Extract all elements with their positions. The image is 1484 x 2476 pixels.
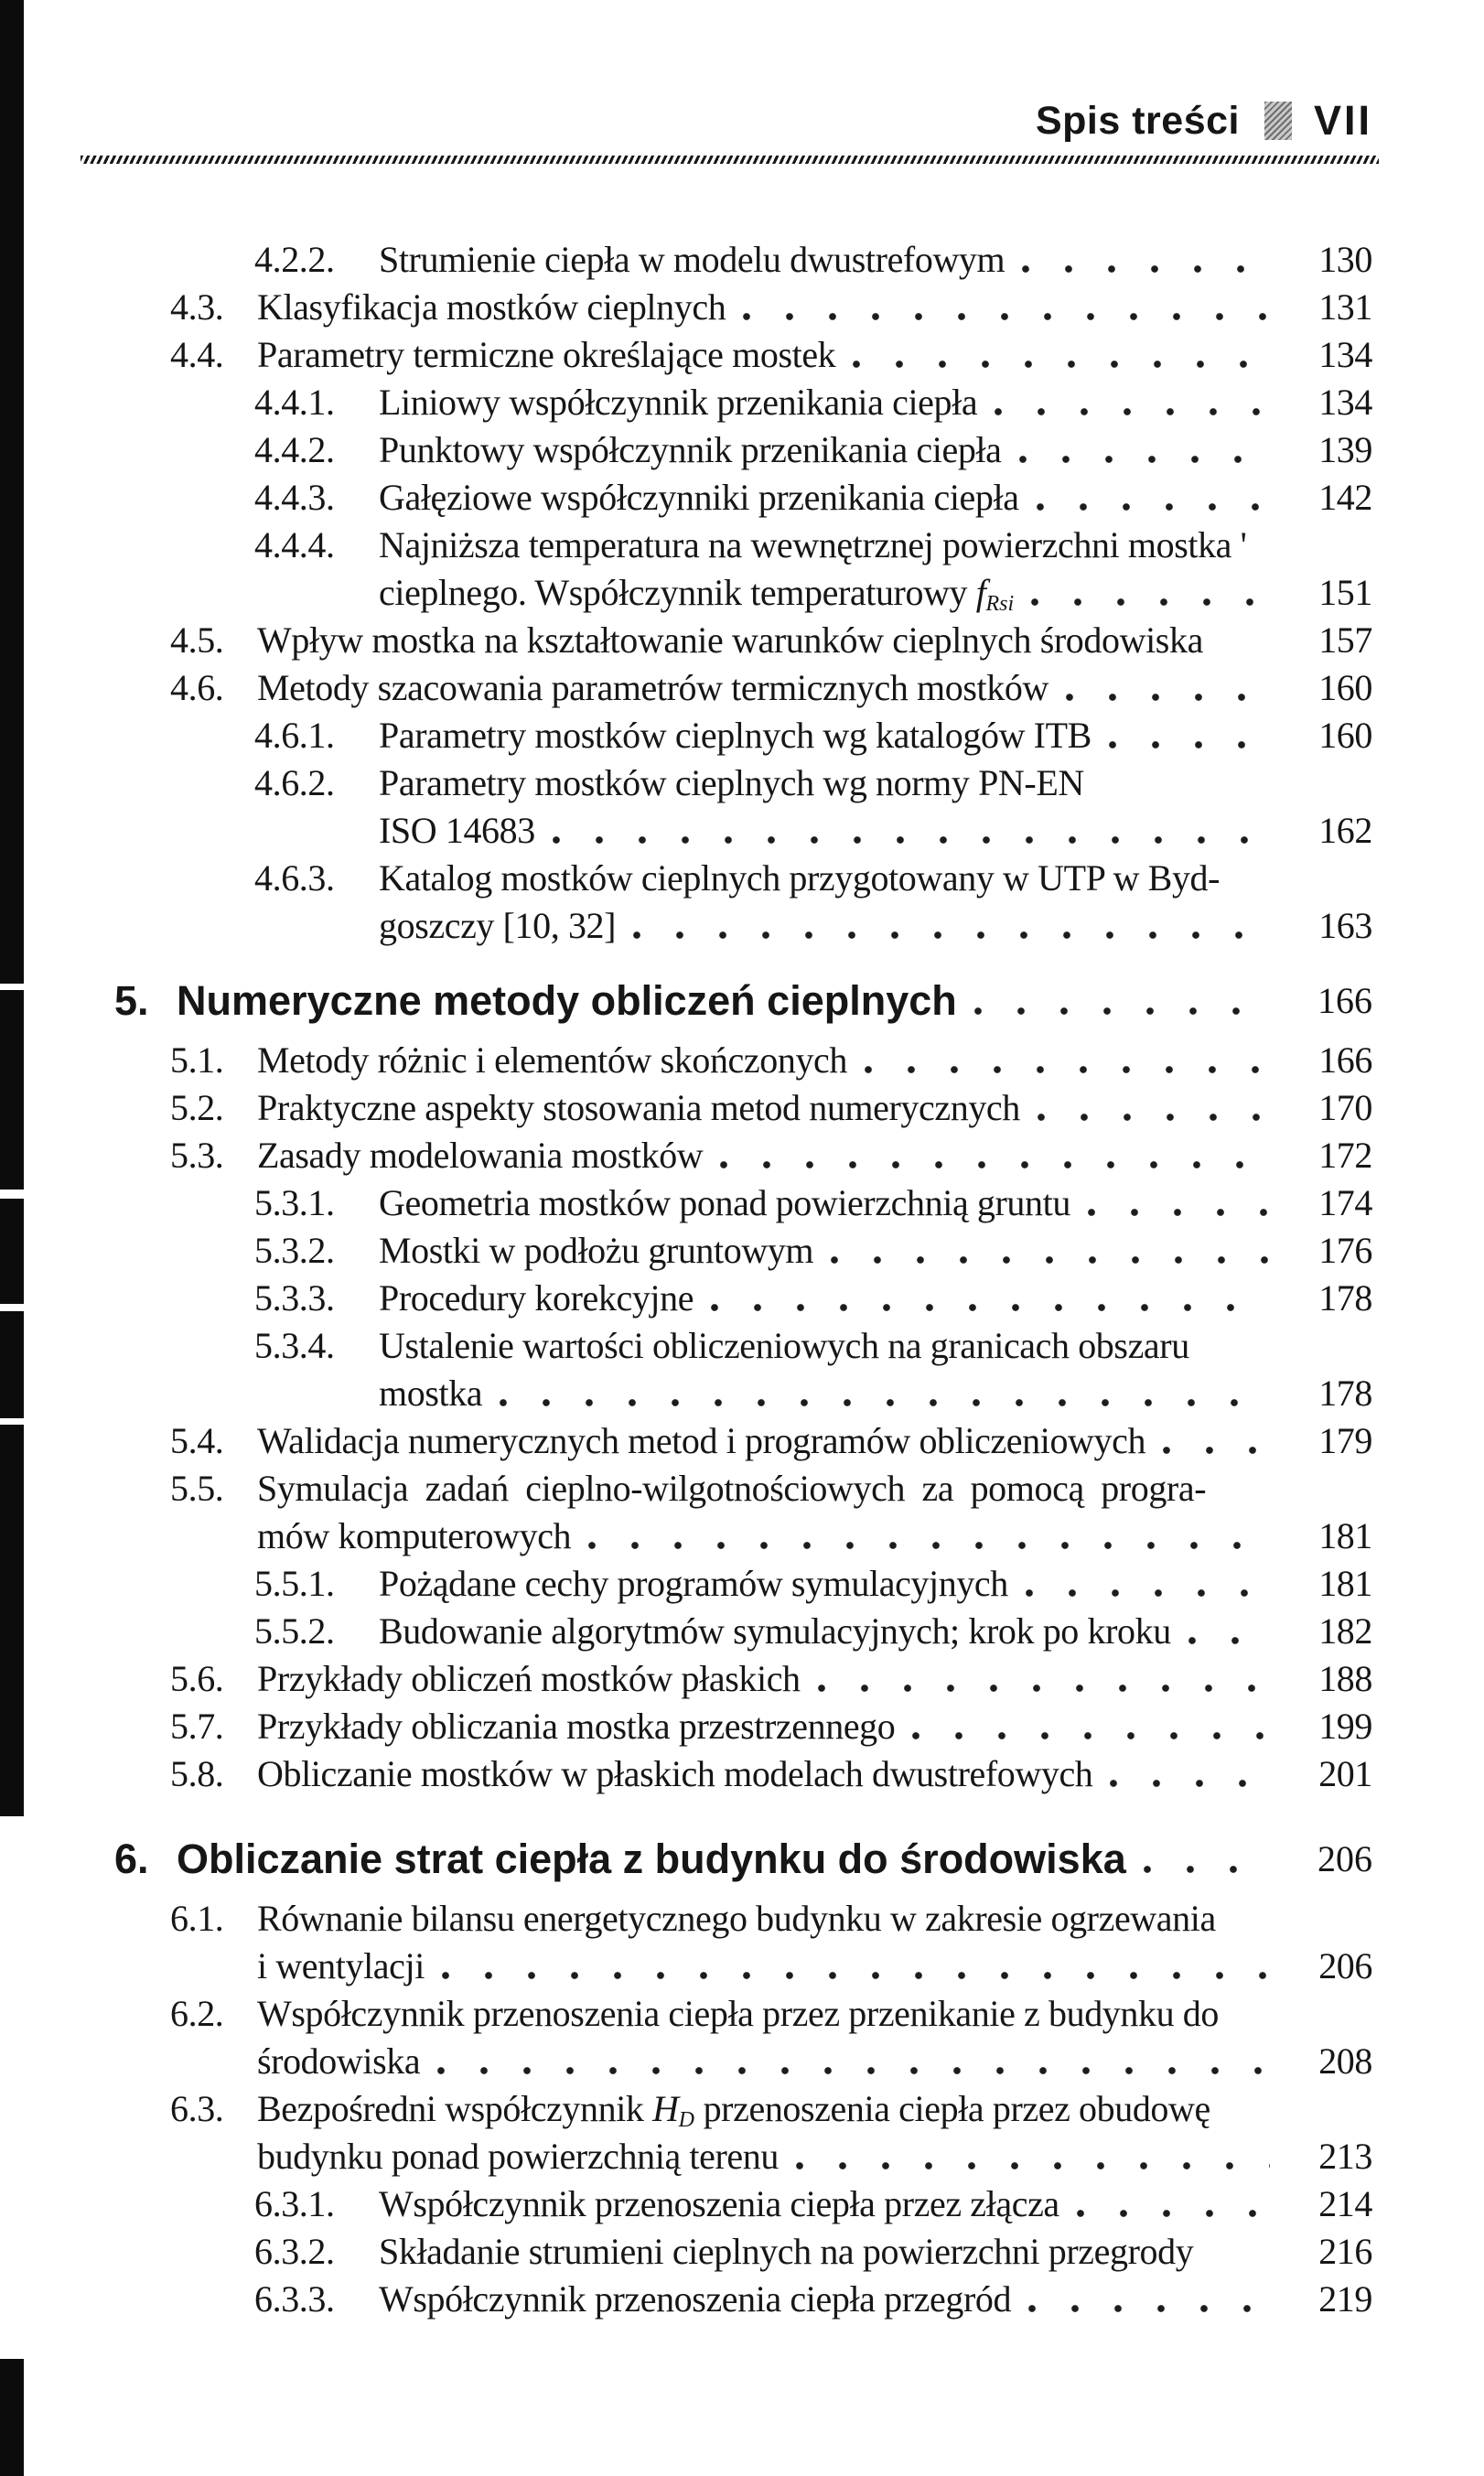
entry-title: budynku ponad powierzchnią terenu [257,2136,779,2177]
section-number: 5.7. [170,1706,224,1747]
toc [0,236,1484,2323]
dot-leader [864,1037,1270,1084]
page-number: 208 [1318,2040,1372,2082]
entry-title: Gałęziowe współczynniki przenikania ciepła [379,477,1019,518]
page-number: 214 [1318,2183,1372,2224]
section-number: 5.5. [170,1468,224,1509]
page-header [1036,97,1372,146]
dot-leader [1037,1084,1270,1132]
page-number: 182 [1318,1610,1372,1652]
toc-row [379,569,1372,617]
dot-leader [710,1275,1270,1322]
toc-row [254,712,1372,759]
entry-title: i wentylacji [257,1945,425,1986]
dot-leader [1025,1560,1270,1608]
entry-title: Strumienie ciepła w modelu dwustrefowym [379,239,1005,280]
dot-leader [1065,664,1270,712]
toc-row [257,2038,1372,2085]
section-number: 5.3.4. [254,1325,335,1366]
page-number: 213 [1318,2136,1372,2177]
toc-row [254,1275,1372,1322]
toc-row [254,855,1372,902]
section-number: 5.1. [170,1039,224,1081]
section-number: 4.2.2. [254,239,335,280]
section-number: 5.2. [170,1087,224,1128]
page-number: 131 [1318,286,1372,328]
section-number: 5.6. [170,1658,224,1699]
page-number: 130 [1318,239,1372,280]
dot-leader [552,807,1270,855]
toc-row [254,1322,1372,1370]
toc-row [254,474,1372,522]
page-number: 139 [1318,429,1372,470]
page-number: 163 [1318,905,1372,946]
dot-leader [587,1513,1270,1560]
entry-title: Równanie bilansu energetycznego budynku w zakresie ogrzewania [257,1898,1216,1939]
page-number: 134 [1318,382,1372,423]
dot-leader [441,1943,1270,1990]
entry-title: Przykłady obliczania mostka przestrzennego [257,1706,896,1747]
section-number: 4.4. [170,334,224,375]
entry-title: Procedury korekcyjne [379,1277,694,1319]
page-number: 134 [1318,334,1372,375]
entry-title: Walidacja numerycznych metod i programów obliczeniowych [257,1420,1146,1461]
toc-row [379,1370,1372,1417]
dot-leader [852,331,1270,379]
section-number: 4.6.2. [254,762,335,803]
page-number: 160 [1318,667,1372,708]
entry-title: Klasyfikacja mostków cieplnych [257,286,726,328]
dot-leader [632,902,1270,950]
page-number: 206 [1318,1945,1372,1986]
page-number: 172 [1318,1135,1372,1176]
toc-chapter-row [114,973,1372,1029]
toc-row [254,426,1372,474]
entry-title: mostka [379,1373,483,1414]
dot-leader [1143,1831,1270,1888]
toc-row [170,617,1372,664]
dot-leader [795,2133,1270,2180]
math-variable: f [975,572,986,613]
entry-title [379,569,1014,617]
page-number: 178 [1318,1373,1372,1414]
section-number: 4.6.1. [254,715,335,756]
section-number: 6.2. [170,1993,224,2034]
toc-row [254,759,1372,807]
page-number: 181 [1318,1563,1372,1604]
header-title: Spis treści [1035,99,1240,143]
section-number: 5. [114,977,149,1024]
dot-leader [1109,1750,1270,1798]
entry-title: Symulacja zadań cieplno-wilgotnościowych za pomocą progra- [257,1468,1207,1509]
page-number: 199 [1318,1706,1372,1747]
toc-row [170,1703,1372,1750]
section-number: 5.3.2. [254,1230,335,1271]
entry-title: Ustalenie wartości obliczeniowych na granicach obszaru [379,1325,1189,1366]
section-number: 6.1. [170,1898,224,1939]
page-number: 170 [1318,1087,1372,1128]
page-number: 201 [1318,1753,1372,1794]
dot-leader [1162,1417,1270,1465]
math-subscript: D [678,2108,694,2132]
dot-leader [499,1370,1270,1417]
entry-title: Obliczanie mostków w płaskich modelach dwustrefowych [257,1753,1093,1794]
page-number: 142 [1318,477,1372,518]
section-number: 4.6.3. [254,857,335,899]
dot-leader [911,1703,1270,1750]
page-number: 162 [1318,810,1372,851]
section-number: 5.3.3. [254,1277,335,1319]
header-rule [81,156,1379,164]
dot-leader [1076,2180,1270,2228]
section-number: 4.3. [170,286,224,328]
page-number: 166 [1318,1039,1372,1081]
entry-title: Wpływ mostka na kształtowanie warunków cieplnych środowiska [257,619,1203,661]
entry-title: Pożądane cechy programów symulacyjnych [379,1563,1008,1604]
entry-title: Parametry mostków cieplnych wg normy PN-EN [379,762,1084,803]
entry-title: ISO 14683 [379,810,535,851]
page-number: 181 [1318,1515,1372,1556]
dot-leader [1108,712,1270,759]
halftone-square-icon [1264,102,1292,140]
toc-row [170,1655,1372,1703]
section-number: 6.3.1. [254,2183,335,2224]
entry-title: Współczynnik przenoszenia ciepła przegród [379,2278,1012,2320]
entry-title: Praktyczne aspekty stosowania metod numerycznych [257,1087,1020,1128]
toc-row [254,1608,1372,1655]
dot-leader [1021,236,1270,284]
dot-leader [1188,1608,1270,1655]
dot-leader [742,284,1270,331]
entry-title: Liniowy współczynnik przenikania ciepła [379,382,978,423]
entry-title: Katalog mostków cieplnych przygotowany w UTP w Byd- [379,857,1221,899]
dot-leader [1030,569,1270,617]
toc-row [254,1179,1372,1227]
section-number: 6. [114,1835,149,1882]
toc-row [379,807,1372,855]
dot-leader [1036,474,1270,522]
section-number: 6.3. [170,2088,224,2129]
section-number: 4.4.3. [254,477,335,518]
dot-leader [719,1132,1270,1179]
page-number: 188 [1318,1658,1372,1699]
toc-row [257,2133,1372,2180]
toc-row [170,1750,1372,1798]
dot-leader [1087,1179,1270,1227]
toc-row [170,284,1372,331]
page-number: 174 [1318,1182,1372,1223]
section-number: 5.3. [170,1135,224,1176]
toc-row [170,1990,1372,2038]
toc-row [170,1465,1372,1513]
toc-row [170,1132,1372,1179]
entry-title [257,2085,1210,2133]
entry-title: Najniższa temperatura na wewnętrznej powierzchni mostka ' [379,524,1247,565]
entry-title: Budowanie algorytmów symulacyjnych; krok po kroku [379,1610,1171,1652]
spacer [1193,2228,1285,2276]
page-number: 166 [1317,980,1372,1021]
section-number: 4.6. [170,667,224,708]
toc-row [170,664,1372,712]
dot-leader [817,1655,1270,1703]
toc-row [254,1227,1372,1275]
section-number: 6.3.3. [254,2278,335,2320]
entry-title: Współczynnik przenoszenia ciepła przez złącza [379,2183,1059,2224]
section-number: 4.4.4. [254,524,335,565]
page-number: 216 [1318,2231,1372,2272]
entry-title: Parametry mostków cieplnych wg katalogów ITB [379,715,1091,756]
page-number: 176 [1318,1230,1372,1271]
toc-row [254,1560,1372,1608]
dot-leader [1027,2276,1270,2323]
toc-row [170,1037,1372,1084]
page-number: 151 [1318,572,1372,613]
page-number: 179 [1318,1420,1372,1461]
entry-title: Przykłady obliczeń mostków płaskich [257,1658,801,1699]
page-number: 160 [1318,715,1372,756]
section-number: 5.5.1. [254,1563,335,1604]
math-variable: H [652,2088,679,2129]
entry-title: goszczy [10, 32] [379,905,617,946]
section-number: 5.5.2. [254,1610,335,1652]
section-number: 6.3.2. [254,2231,335,2272]
toc-row [254,2228,1372,2276]
dot-leader [994,379,1270,426]
toc-row [257,1513,1372,1560]
spacer [1203,617,1285,664]
page-number: 178 [1318,1277,1372,1319]
page-number: 219 [1318,2278,1372,2320]
entry-title: Zasady modelowania mostków [257,1135,704,1176]
section-number: 5.3.1. [254,1182,335,1223]
entry-title: Obliczanie strat ciepła z budynku do środowiska [177,1835,1126,1882]
toc-row [379,902,1372,950]
toc-row [170,1417,1372,1465]
entry-title: środowiska [257,2040,421,2082]
toc-row [170,331,1372,379]
toc-row [254,2180,1372,2228]
entry-title: Składanie strumieni cieplnych na powierzchni przegrody [379,2231,1194,2272]
entry-title: Punktowy współczynnik przenikania ciepła [379,429,1002,470]
dot-leader [830,1227,1270,1275]
toc-row [170,1895,1372,1943]
toc-row [170,1084,1372,1132]
entry-title-fragment: cieplnego. Współczynnik temperaturowy [379,572,976,613]
dot-leader [436,2038,1270,2085]
entry-title: Metody szacowania parametrów termicznych mostków [257,667,1048,708]
entry-title: Metody różnic i elementów skończonych [257,1039,848,1081]
section-number: 4.4.1. [254,382,335,423]
page-number: 206 [1317,1838,1372,1879]
entry-title-fragment: Bezpośredni współczynnik [257,2088,653,2129]
entry-title: mów komputerowych [257,1515,572,1556]
toc-row [257,1943,1372,1990]
entry-title-fragment: przenoszenia ciepła przez obudowę [694,2088,1210,2129]
entry-title: Parametry termiczne określające mostek [257,334,836,375]
entry-title: Mostki w podłożu gruntowym [379,1230,814,1271]
entry-title: Geometria mostków ponad powierzchnią gruntu [379,1182,1070,1223]
toc-row [254,236,1372,284]
section-number: 4.4.2. [254,429,335,470]
page-number: 157 [1318,619,1372,661]
header-page-number: VII [1313,97,1372,144]
toc-row [170,2085,1372,2133]
entry-title: Współczynnik przenoszenia ciepła przez przenikanie z budynku do [257,1993,1220,2034]
math-subscript: Rsi [985,592,1015,616]
toc-chapter-row [114,1831,1372,1888]
scan-artifact-bar-segment [0,2359,24,2476]
entry-title: Numeryczne metody obliczeń cieplnych [177,977,957,1024]
dot-leader [1018,426,1271,474]
section-number: 4.5. [170,619,224,661]
toc-row [254,2276,1372,2323]
section-number: 5.4. [170,1420,224,1461]
section-number: 5.8. [170,1753,224,1794]
dot-leader [973,973,1270,1029]
toc-row [254,522,1372,569]
toc-row [254,379,1372,426]
